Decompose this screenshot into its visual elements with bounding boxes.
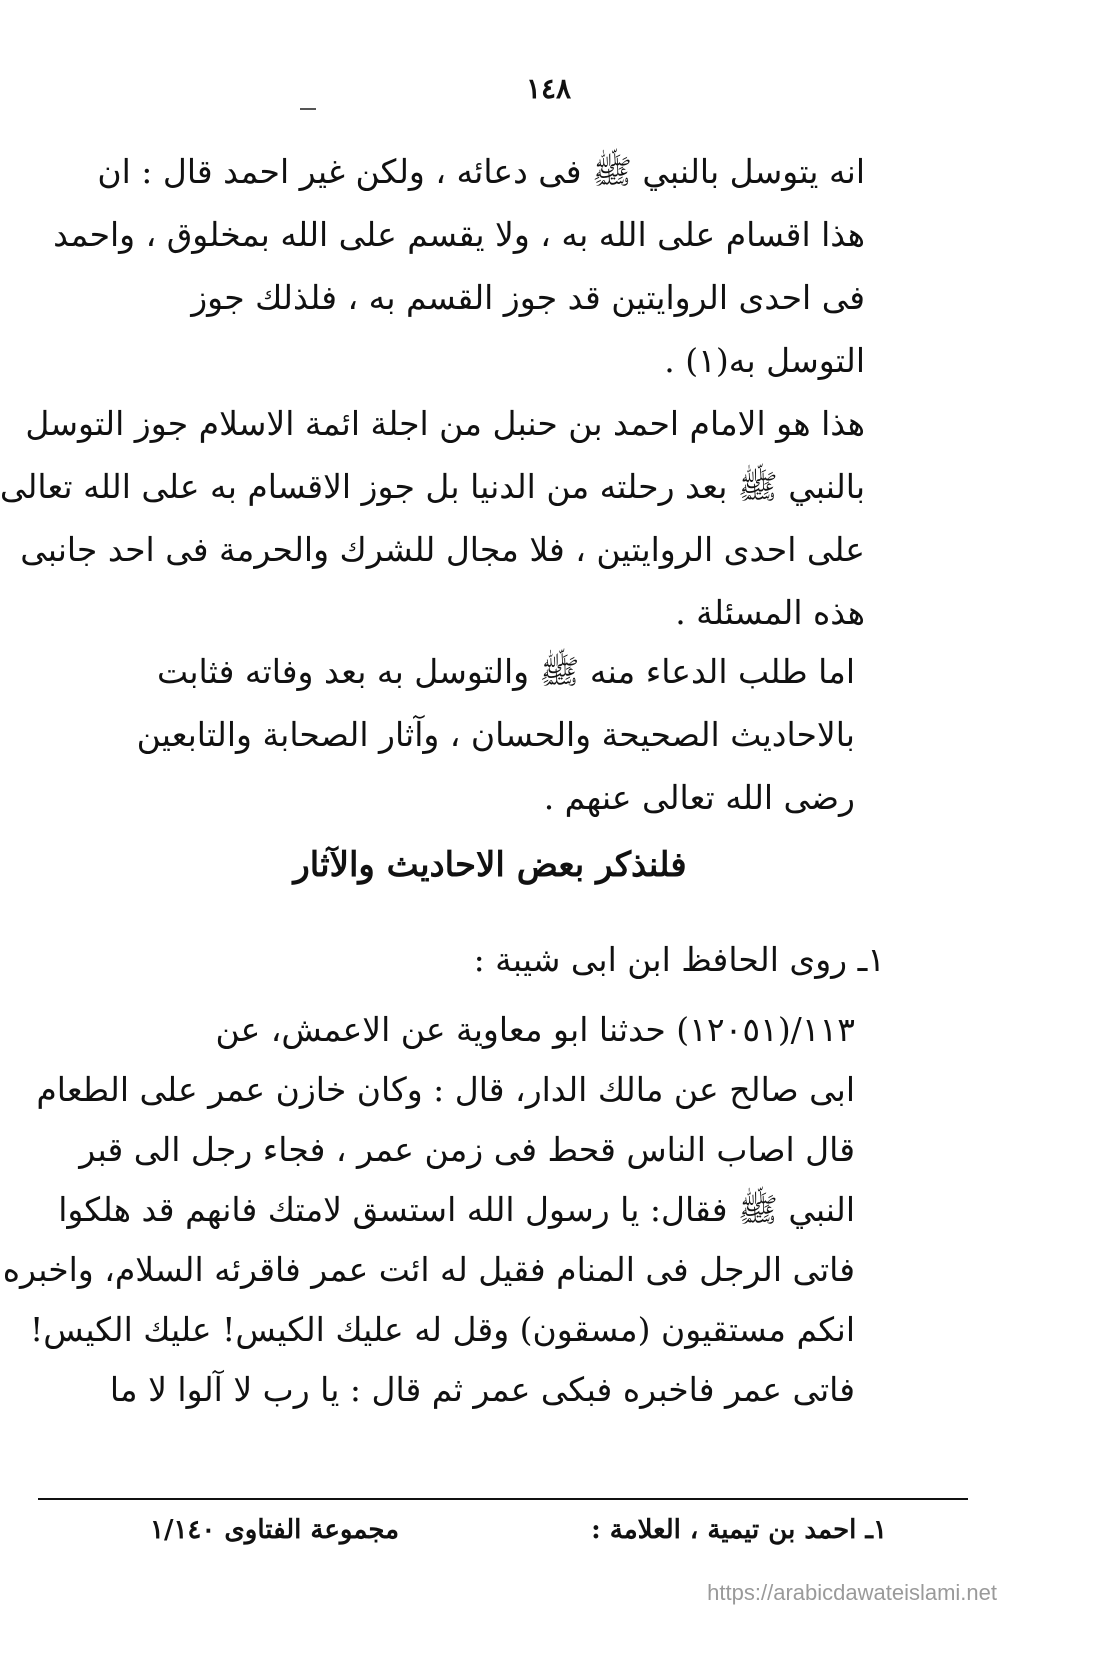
paragraph-line: هذه المسئلة . <box>675 593 865 632</box>
paragraph-line: فى احدى الروايتين قد جوز القسم به ، فلذلك جوز <box>191 278 865 317</box>
hadith-line: ابى صالح عن مالك الدار، قال : وكان خازن عمر على الطعام <box>36 1070 855 1109</box>
paragraph-line: التوسل به(١) . <box>664 341 865 380</box>
hadith-line: قال اصاب الناس قحط فى زمن عمر ، فجاء رجل الى قبر <box>79 1130 855 1169</box>
footnote-citation-source: مجموعة الفتاوى ١/١٤٠ <box>150 1515 400 1545</box>
hadith-line: النبي ﷺ فقال: يا رسول الله استسق لامتك فانهم قد هلكوا <box>58 1190 855 1229</box>
hadith-line: فاتى عمر فاخبره فبكى عمر ثم قال : يا رب لا آلوا لا ما <box>109 1370 855 1409</box>
footnote-citation-author: ١ـ احمد بن تيمية ، العلامة : <box>591 1515 887 1545</box>
paragraph-line: بالنبي ﷺ بعد رحلته من الدنيا بل جوز الاقسام به على الله تعالى <box>0 467 865 506</box>
paragraph-line: انه يتوسل بالنبي ﷺ فى دعائه ، ولكن غير احمد قال : ان <box>97 152 865 191</box>
paragraph-line: بالاحاديث الصحيحة والحسان ، وآثار الصحابة والتابعين <box>136 715 855 754</box>
section-heading: فلنذكر بعض الاحاديث والآثار <box>293 845 687 885</box>
paragraph-3 <box>65 640 855 829</box>
item-heading: ١ـ روى الحافظ ابن ابى شيبة : <box>473 940 885 979</box>
hadith-line: فاتى الرجل فى المنام فقيل له ائت عمر فاقرئه السلام، واخبره <box>2 1250 855 1289</box>
page-number: ١٤٨ <box>525 72 572 105</box>
paragraph-line: اما طلب الدعاء منه ﷺ والتوسل به بعد وفاته فثابت <box>156 652 855 691</box>
hadith-line: ١١٣/(١٢٠٥١) حدثنا ابو معاوية عن الاعمش، عن <box>215 1010 855 1049</box>
paragraph-line: هذا هو الامام احمد بن حنبل من اجلة ائمة الاسلام جوز التوسل <box>25 404 865 443</box>
scan-speck <box>300 108 316 110</box>
hadith-text <box>2 1000 855 1420</box>
paragraph-2 <box>0 392 865 644</box>
paragraph-1 <box>53 140 865 392</box>
footnote-divider <box>38 1498 968 1500</box>
paragraph-line: رضى الله تعالى عنهم . <box>543 778 855 817</box>
hadith-line: انكم مستقيون (مسقون) وقل له عليك الكيس! عليك الكيس! <box>30 1310 855 1349</box>
watermark-url: https://arabicdawateislami.net <box>707 1580 997 1605</box>
paragraph-line: على احدى الروايتين ، فلا مجال للشرك والحرمة فى احد جانبى <box>20 530 865 569</box>
paragraph-line: هذا اقسام على الله به ، ولا يقسم على الله بمخلوق ، واحمد <box>53 215 865 254</box>
